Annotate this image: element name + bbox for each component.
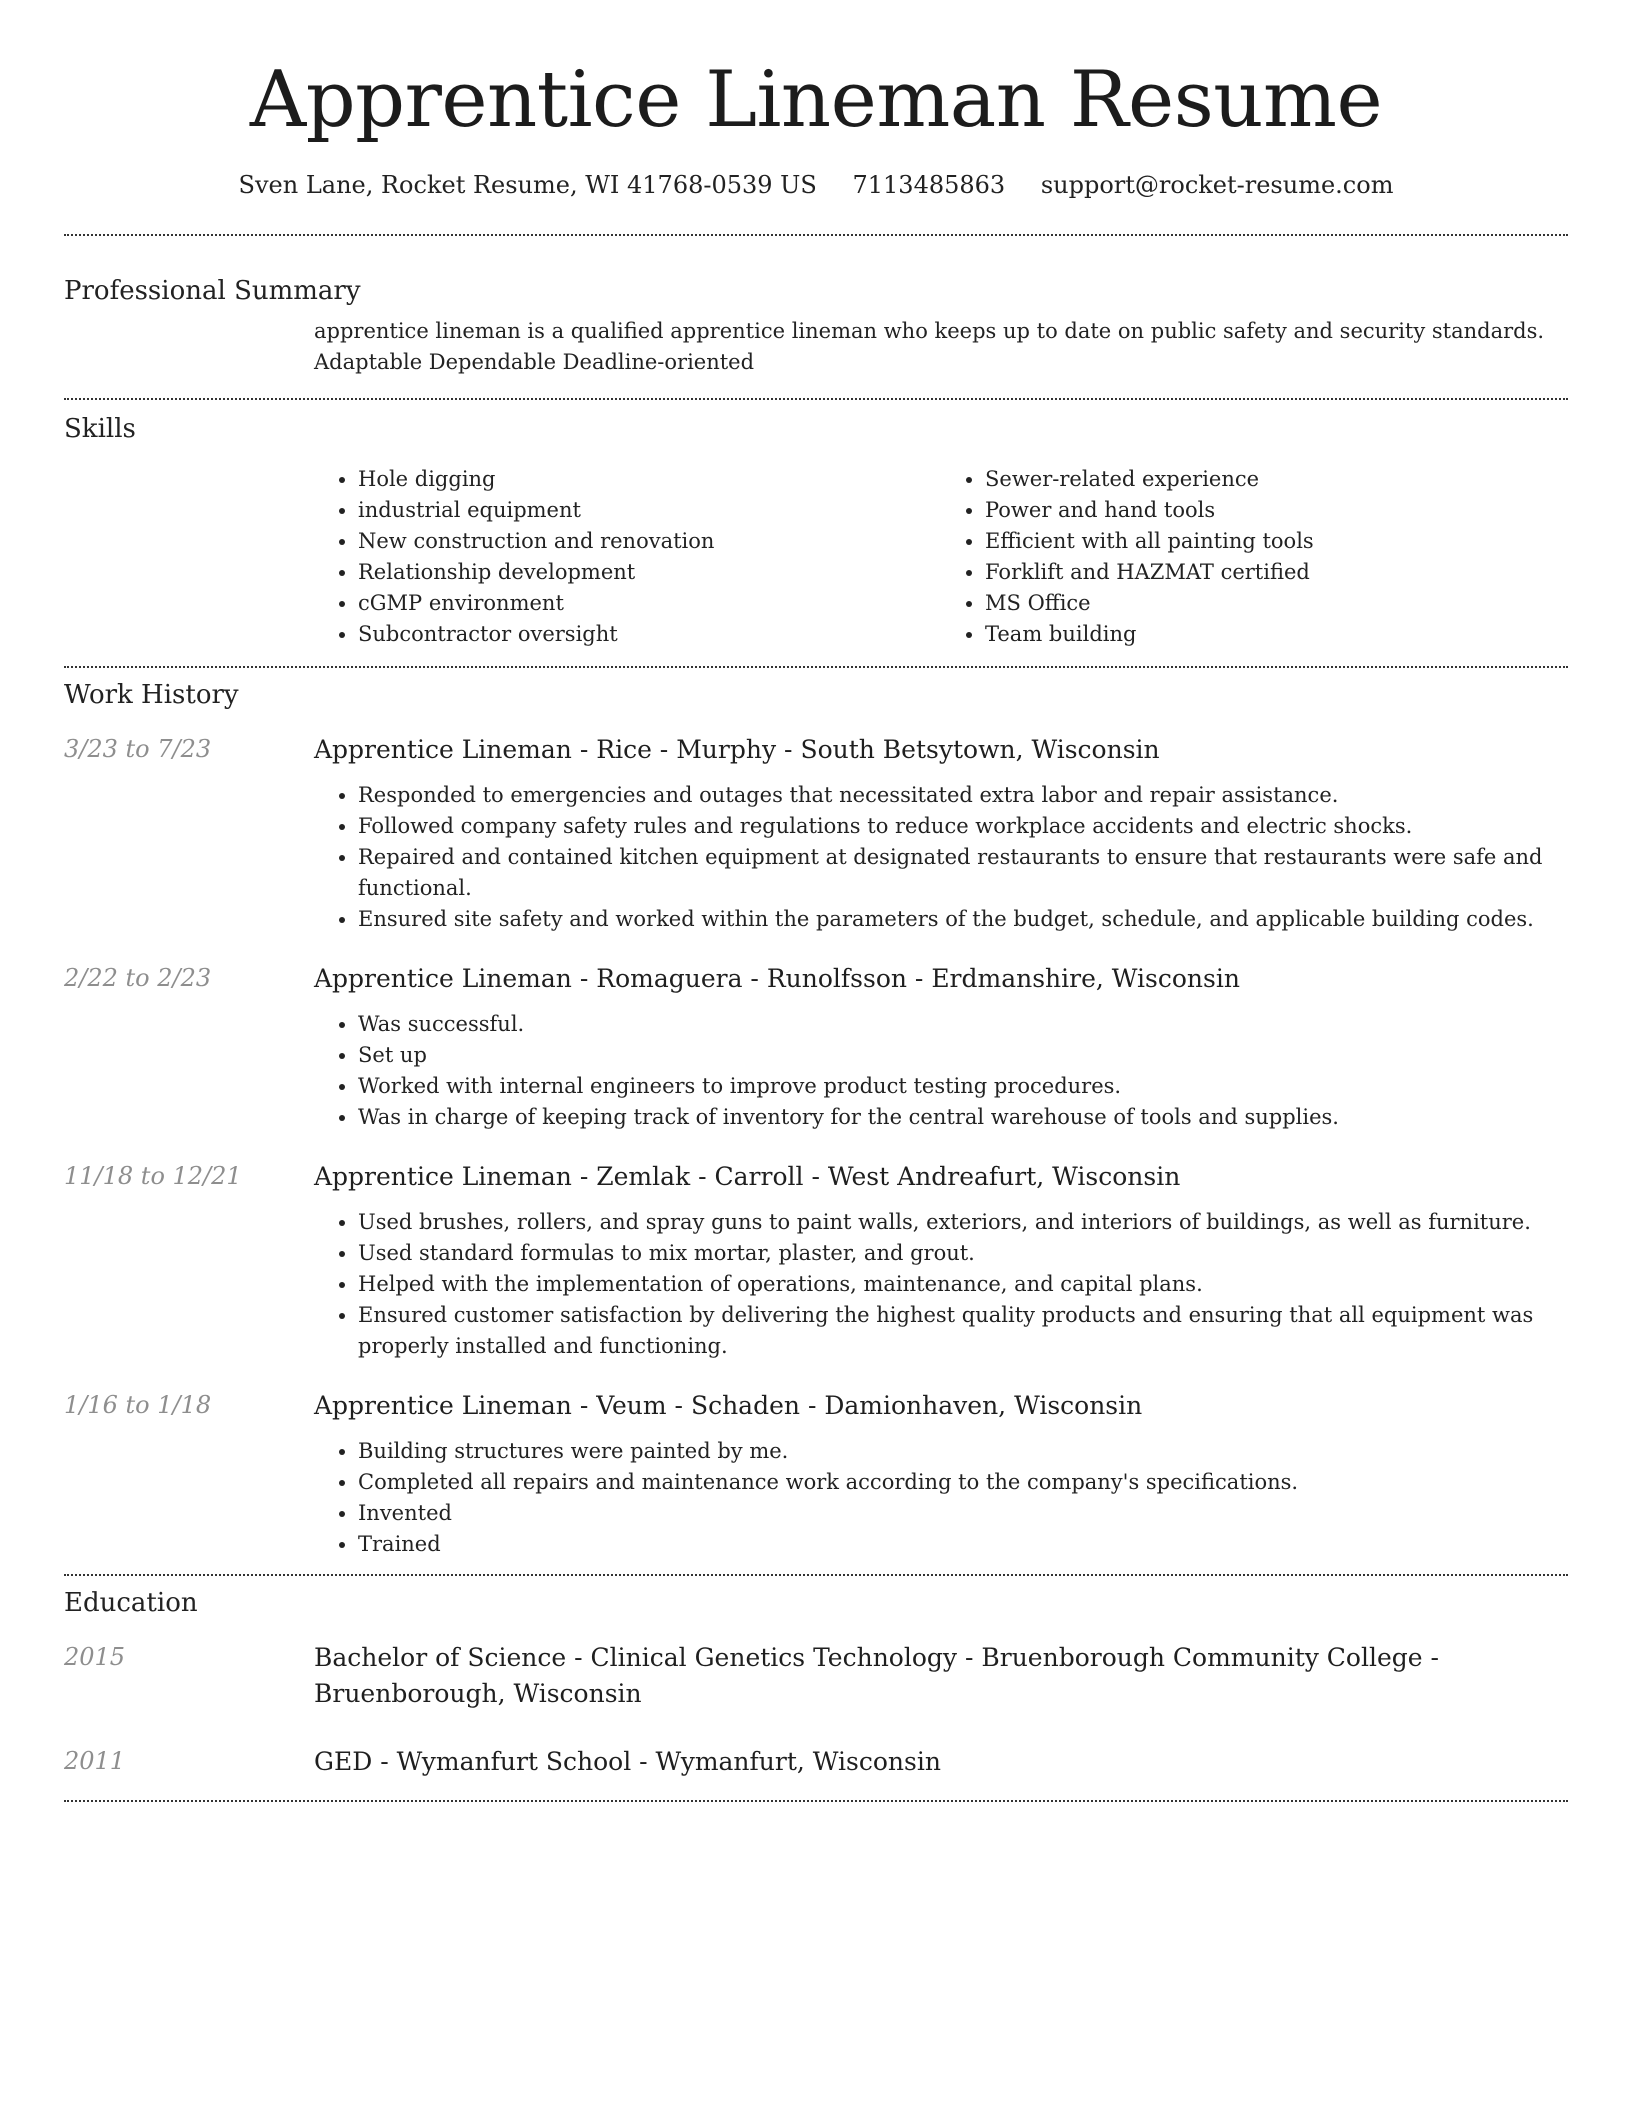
job-heading: Apprentice Lineman - Zemlak - Carroll - West Andreafurt, Wisconsin	[314, 1162, 1181, 1191]
job-heading: Apprentice Lineman - Rice - Murphy - South Betsytown, Wisconsin	[314, 735, 1160, 764]
divider	[64, 1574, 1568, 1576]
education-year: 2015	[64, 1643, 126, 1671]
job-bullets	[314, 1009, 1568, 1133]
contact-phone: 7113485863	[852, 171, 1006, 199]
skill-item: • Power and hand tools	[985, 495, 1568, 526]
job-company: Romaguera - Runolfsson	[596, 964, 907, 993]
contact-email: support@rocket-resume.com	[1040, 171, 1394, 199]
summary-line-2: Adaptable Dependable Deadline-oriented	[314, 350, 755, 374]
skill-item: • New construction and renovation	[358, 526, 941, 557]
job-bullet: • Was successful.	[358, 1009, 1568, 1040]
skill-item: • MS Office	[985, 588, 1568, 619]
work-section	[64, 678, 1568, 1560]
divider	[64, 234, 1568, 236]
skill-item: • Hole digging	[358, 464, 941, 495]
job-location: Damionhaven, Wisconsin	[824, 1391, 1143, 1420]
job-title: Apprentice Lineman	[314, 735, 572, 764]
work-heading: Work History	[64, 680, 239, 710]
skills-heading: Skills	[64, 414, 136, 444]
summary-heading: Professional Summary	[64, 276, 361, 306]
job-entry	[64, 1388, 1568, 1560]
job-location: Erdmanshire, Wisconsin	[931, 964, 1240, 993]
job-bullet: • Building structures were painted by me.	[358, 1436, 1568, 1467]
job-bullet: • Invented	[358, 1498, 1568, 1529]
job-bullet: • Helped with the implementation of operations, maintenance, and capital plans.	[358, 1269, 1568, 1300]
job-entry	[64, 961, 1568, 1133]
job-dates: 3/23 to 7/23	[64, 735, 212, 763]
job-bullet: • Completed all repairs and maintenance work according to the company's specifications.	[358, 1467, 1568, 1498]
skills-list-left	[314, 464, 941, 650]
job-title: Apprentice Lineman	[314, 1391, 572, 1420]
education-year: 2011	[64, 1747, 126, 1775]
job-bullets	[314, 1207, 1568, 1362]
job-bullet: • Ensured customer satisfaction by delivering the highest quality products and ensuring that all equipment was properly installed and functioning.	[358, 1300, 1568, 1362]
education-heading: Education	[64, 1588, 198, 1618]
job-bullet: • Trained	[358, 1529, 1568, 1560]
job-dates: 2/22 to 2/23	[64, 964, 212, 992]
job-bullet: • Ensured site safety and worked within the parameters of the budget, schedule, and applicable building codes.	[358, 904, 1568, 935]
summary-text	[314, 316, 1568, 378]
job-heading: Apprentice Lineman - Romaguera - Runolfsson - Erdmanshire, Wisconsin	[314, 964, 1240, 993]
education-entry	[64, 1640, 1568, 1712]
education-entry	[64, 1744, 1568, 1780]
divider	[64, 398, 1568, 400]
job-company: Zemlak - Carroll	[596, 1162, 804, 1191]
job-bullet: • Used brushes, rollers, and spray guns to paint walls, exteriors, and interiors of buildings, as well as furniture.	[358, 1207, 1568, 1238]
job-heading: Apprentice Lineman - Veum - Schaden - Damionhaven, Wisconsin	[314, 1391, 1143, 1420]
skill-item: • Efficient with all painting tools	[985, 526, 1568, 557]
skills-list-right	[941, 464, 1568, 650]
skill-item: • Sewer-related experience	[985, 464, 1568, 495]
contact-address: Sven Lane, Rocket Resume, WI 41768-0539 US	[238, 171, 817, 199]
skill-item: • Team building	[985, 619, 1568, 650]
skill-item: • Subcontractor oversight	[358, 619, 941, 650]
job-bullet: • Set up	[358, 1040, 1568, 1071]
job-location: South Betsytown, Wisconsin	[800, 735, 1160, 764]
job-title: Apprentice Lineman	[314, 1162, 572, 1191]
skill-item: • Relationship development	[358, 557, 941, 588]
summary-section	[64, 274, 1568, 378]
job-title: Apprentice Lineman	[314, 964, 572, 993]
education-section	[64, 1586, 1568, 1780]
summary-line-1: apprentice lineman is a qualified apprentice lineman who keeps up to date on public safety and security standards.	[314, 319, 1545, 343]
contact-line	[64, 168, 1568, 202]
job-dates: 11/18 to 12/21	[64, 1162, 242, 1190]
resume-title: Apprentice Lineman Resume	[249, 55, 1383, 145]
job-bullets	[314, 780, 1568, 935]
job-bullet: • Repaired and contained kitchen equipment at designated restaurants to ensure that restaurants were safe and functional.	[358, 842, 1568, 904]
job-bullets	[314, 1436, 1568, 1560]
job-company: Rice - Murphy	[596, 735, 777, 764]
resume-page	[64, 0, 1568, 1802]
job-bullet: • Was in charge of keeping track of inventory for the central warehouse of tools and supplies.	[358, 1102, 1568, 1133]
education-text: Bachelor of Science - Clinical Genetics Technology - Bruenborough Community College - Bruenborough, Wisconsin	[314, 1643, 1439, 1708]
job-location: West Andreafurt, Wisconsin	[827, 1162, 1181, 1191]
job-bullet: • Used standard formulas to mix mortar, plaster, and grout.	[358, 1238, 1568, 1269]
job-entry	[64, 1159, 1568, 1362]
job-company: Veum - Schaden	[596, 1391, 800, 1420]
skill-item: • Forklift and HAZMAT certified	[985, 557, 1568, 588]
divider	[64, 666, 1568, 668]
job-bullet: • Responded to emergencies and outages that necessitated extra labor and repair assistance.	[358, 780, 1568, 811]
skill-item: • cGMP environment	[358, 588, 941, 619]
divider	[64, 1800, 1568, 1802]
job-bullet: • Worked with internal engineers to improve product testing procedures.	[358, 1071, 1568, 1102]
job-entry	[64, 732, 1568, 935]
skills-section	[64, 412, 1568, 650]
job-bullet: • Followed company safety rules and regulations to reduce workplace accidents and electric shocks.	[358, 811, 1568, 842]
skills-columns	[314, 464, 1568, 650]
education-text: GED - Wymanfurt School - Wymanfurt, Wisconsin	[314, 1747, 941, 1776]
job-dates: 1/16 to 1/18	[64, 1391, 212, 1419]
skill-item: • industrial equipment	[358, 495, 941, 526]
